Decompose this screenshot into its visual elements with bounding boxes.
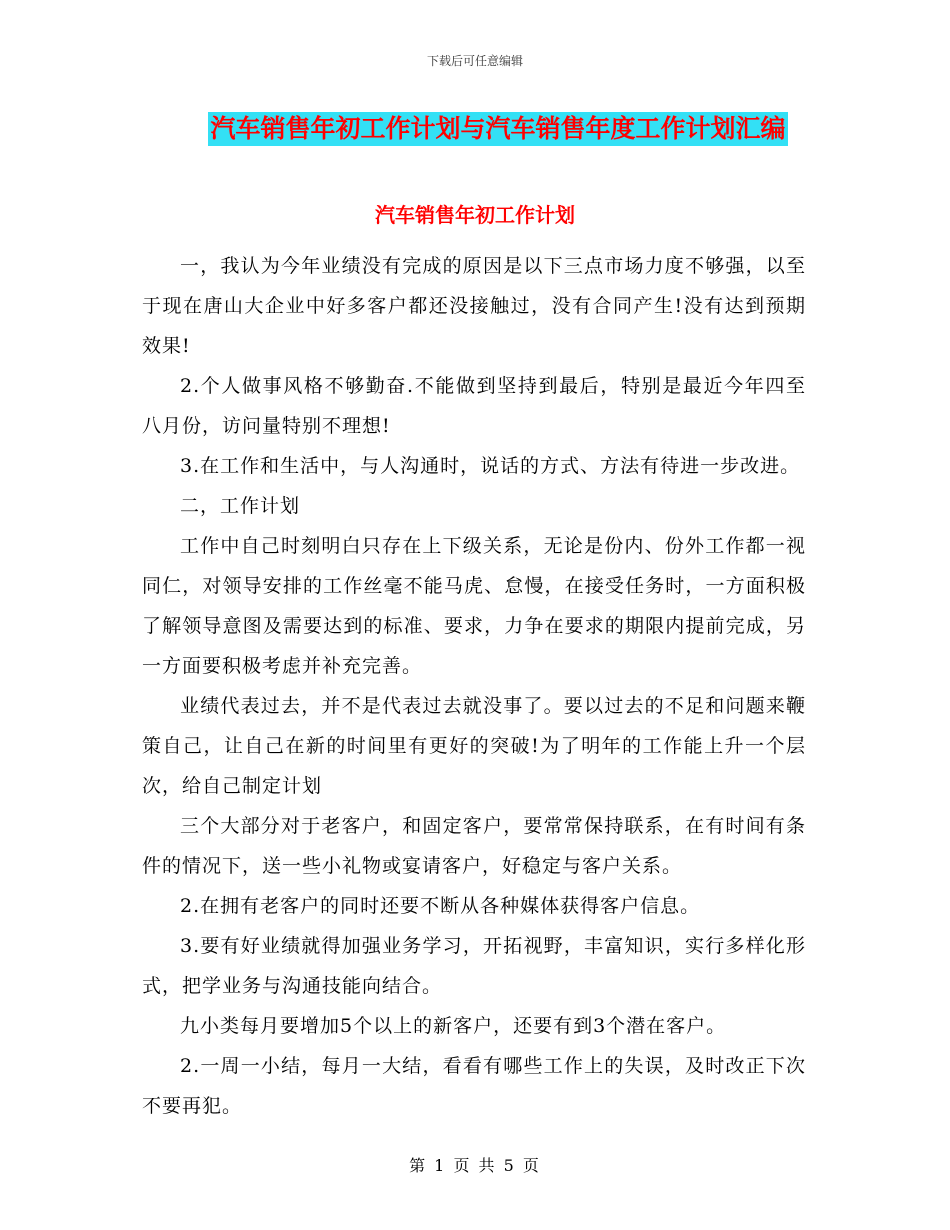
- paragraph: 工作中自己时刻明白只存在上下级关系，无论是份内、份外工作都一视同仁，对领导安排的工作丝毫不能马虎、怠慢，在接受任务时，一方面积极了解领导意图及需要达到的标准、要求，力争在要求的期限内提前完成，另一方面要积极考虑并补充完善。: [142, 535, 806, 677]
- paragraph: 2.一周一小结，每月一大结，看看有哪些工作上的失误，及时改正下次不要再犯。: [142, 1055, 806, 1117]
- paragraph: 九小类每月要增加5个以上的新客户，还要有到3个潜在客户。: [180, 1015, 727, 1037]
- document-title: 汽车销售年初工作计划与汽车销售年度工作计划汇编: [208, 112, 787, 146]
- paragraph: 三个大部分对于老客户，和固定客户，要常常保持联系，在有时间有条件的情况下，送一些小礼物或宴请客户，好稳定与客户关系。: [142, 815, 806, 877]
- paragraph: 2.个人做事风格不够勤奋.不能做到坚持到最后，特别是最近今年四至八月份，访问量特别不理想!: [142, 375, 806, 437]
- paragraph: 2.在拥有老客户的同时还要不断从各种媒体获得客户信息。: [180, 895, 701, 917]
- paragraph: 3.要有好业绩就得加强业务学习，开拓视野，丰富知识，实行多样化形式，把学业务与沟通技能向结合。: [142, 935, 806, 997]
- paragraph: 一，我认为今年业绩没有完成的原因是以下三点市场力度不够强，以至于现在唐山大企业中好多客户都还没接触过，没有合同产生!没有达到预期效果!: [142, 255, 806, 357]
- paragraph: 业绩代表过去，并不是代表过去就没事了。要以过去的不足和问题来鞭策自己，让自己在新的时间里有更好的突破!为了明年的工作能上升一个层次，给自己制定计划: [142, 695, 806, 797]
- section-title: 汽车销售年初工作计划: [375, 203, 575, 227]
- paragraph: 二，工作计划: [180, 495, 301, 517]
- page-footer: 第 1 页 共 5 页: [409, 1156, 541, 1175]
- document-body: [142, 246, 806, 1126]
- document-title-container: [0, 112, 950, 146]
- page-header-note: 下载后可任意编辑: [426, 54, 523, 68]
- paragraph: 3.在工作和生活中，与人沟通时，说话的方式、方法有待进一步改进。: [180, 455, 801, 477]
